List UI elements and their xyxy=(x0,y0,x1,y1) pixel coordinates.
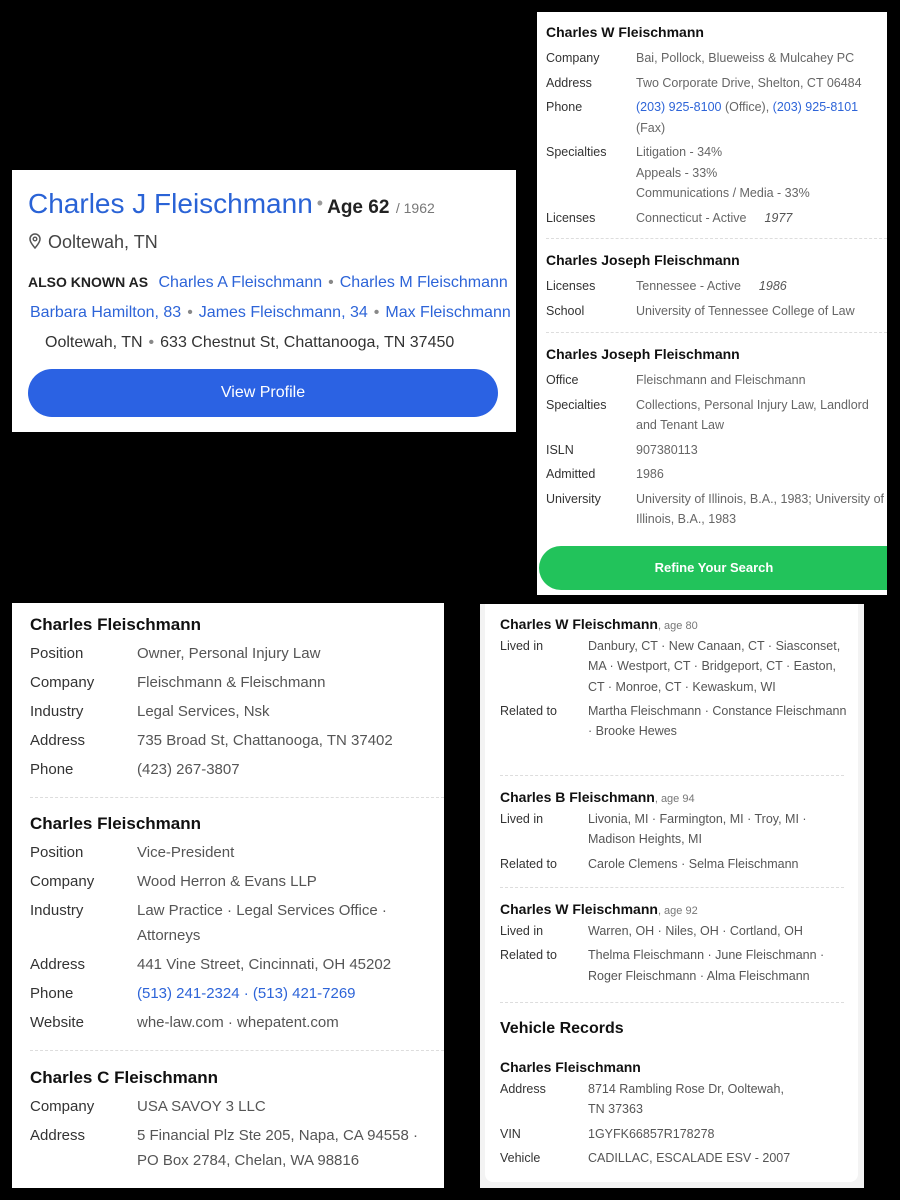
licenses-row xyxy=(546,208,887,229)
company-value: Bai, Pollock, Blueweiss & Mulcahey PC xyxy=(636,51,855,65)
divider xyxy=(30,797,444,798)
field-label: Address xyxy=(30,1127,86,1144)
relatives-row xyxy=(30,304,511,322)
specialties-row xyxy=(546,395,887,436)
field-label: Specialties xyxy=(546,145,607,159)
lived-in-value: Warren, OH · Niles, OH · Cortland, OH xyxy=(588,924,803,938)
license-year: 1986 xyxy=(758,279,787,293)
divider xyxy=(546,332,887,333)
field-label: Office xyxy=(546,373,579,387)
field-label: Position xyxy=(30,844,84,861)
vehicle-value: CADILLAC, ESCALADE ESV - 2007 xyxy=(588,1150,791,1165)
also-known-as-row xyxy=(28,274,508,292)
company-row xyxy=(30,1094,444,1119)
divider xyxy=(500,775,844,776)
refine-search-button[interactable]: Refine Your Search xyxy=(539,546,887,590)
admitted-row xyxy=(546,464,887,485)
licenses-value xyxy=(636,276,787,297)
field-label: School xyxy=(546,303,585,318)
school-value: University of Tennessee College of Law xyxy=(636,303,855,318)
field-label: Related to xyxy=(500,703,557,718)
address-value: 735 Broad St, Chattanooga, TN 37402 xyxy=(137,732,393,749)
field-label: Company xyxy=(546,51,600,65)
address-item: Ooltewah, TN xyxy=(45,334,143,351)
related-to-row xyxy=(500,945,850,986)
industry-row xyxy=(30,699,444,724)
address-value: 8714 Rambling Rose Dr, Ooltewah, TN 37363 xyxy=(588,1082,784,1117)
licenses-value xyxy=(636,208,792,229)
field-label: Licenses xyxy=(546,279,596,293)
person-record xyxy=(500,901,850,990)
divider xyxy=(500,1002,844,1003)
record-name: Charles C Fleischmann xyxy=(30,1068,219,1087)
isln-row xyxy=(546,440,887,461)
office-row xyxy=(546,370,887,391)
field-label: Related to xyxy=(500,856,557,871)
school-row xyxy=(546,301,887,322)
office-value: Fleischmann and Fleischmann xyxy=(636,373,806,387)
field-label: Address xyxy=(30,732,86,749)
record-name: Charles W Fleischmann xyxy=(546,24,704,40)
profile-birth-year: / 1962 xyxy=(395,200,435,216)
people-records-card xyxy=(485,604,858,1182)
profile-location xyxy=(28,232,158,253)
address-row xyxy=(45,334,454,352)
record-age: , age 80 xyxy=(657,620,698,632)
specialties-row xyxy=(546,142,887,204)
phone-row xyxy=(30,757,444,782)
position-value: Vice-President xyxy=(137,844,235,861)
company-row xyxy=(30,869,444,894)
position-value: Owner, Personal Injury Law xyxy=(137,645,321,662)
vehicle-record xyxy=(500,1059,850,1172)
attorney-record xyxy=(546,346,887,534)
phone-row xyxy=(546,97,887,138)
phone-separator: · xyxy=(239,985,253,1002)
specialty-item: Appeals - 33% xyxy=(636,165,718,180)
view-profile-button[interactable]: View Profile xyxy=(28,369,498,417)
separator-dot: • xyxy=(328,274,334,291)
lived-in-value: Danbury, CT · New Canaan, CT · Siasconset, MA · Westport, CT · Bridgeport, CT · Easton, CT · Monroe, CT · Kewaskum, WI xyxy=(588,639,841,694)
business-record xyxy=(30,615,444,786)
field-label: Phone xyxy=(546,100,583,114)
aka-label: ALSO KNOWN AS xyxy=(28,274,149,290)
field-label: Industry xyxy=(30,703,84,720)
person-record xyxy=(500,616,850,745)
field-label: Website xyxy=(30,1014,84,1031)
specialty-item: Litigation - 34% xyxy=(636,145,723,159)
phone-value xyxy=(636,97,887,138)
field-label: Address xyxy=(500,1082,546,1096)
phone-fax-suffix: (Fax) xyxy=(636,120,666,135)
specialties-value xyxy=(636,142,810,204)
lived-in-row xyxy=(500,921,850,941)
record-age: , age 92 xyxy=(657,905,698,917)
relative-link[interactable]: Max Fleischmann xyxy=(385,304,511,321)
licenses-row xyxy=(546,276,887,297)
divider xyxy=(546,238,887,239)
position-row xyxy=(30,840,444,865)
field-label: Address xyxy=(30,956,86,973)
address-row xyxy=(30,728,444,753)
relative-link[interactable]: Barbara Hamilton, 83 xyxy=(30,304,182,321)
business-record xyxy=(30,1068,444,1177)
field-label: VIN xyxy=(500,1126,521,1141)
profile-name-link[interactable]: Charles J Fleischmann xyxy=(28,188,313,219)
phone-office-suffix: (Office), xyxy=(721,100,773,114)
record-name: Charles Fleischmann xyxy=(30,615,202,634)
divider xyxy=(30,1050,444,1051)
divider xyxy=(500,887,844,888)
address-item: 633 Chestnut St, Chattanooga, TN 37450 xyxy=(160,334,455,351)
field-label: Industry xyxy=(30,902,84,919)
field-label: ISLN xyxy=(546,442,574,457)
record-name-row xyxy=(500,789,850,805)
field-label: Company xyxy=(30,1098,95,1115)
person-record xyxy=(500,789,850,878)
attorney-record xyxy=(546,252,887,325)
field-label: Admitted xyxy=(546,467,596,481)
field-label: Position xyxy=(30,645,84,662)
address-row xyxy=(500,1079,850,1120)
record-name: Charles Joseph Fleischmann xyxy=(546,252,740,268)
address-value: 441 Vine Street, Cincinnati, OH 45202 xyxy=(137,956,392,973)
business-records-panel xyxy=(12,603,444,1188)
related-to-value: Carole Clemens · Selma Fleischmann xyxy=(588,856,799,871)
field-label: Specialties xyxy=(546,397,607,412)
address-row xyxy=(30,1123,444,1173)
aka-link[interactable]: Charles M Fleischmann xyxy=(339,274,508,291)
field-label: Vehicle xyxy=(500,1150,541,1165)
phone-row xyxy=(30,981,444,1006)
lived-in-value: Livonia, MI · Farmington, MI · Troy, MI · Madison Heights, MI xyxy=(588,812,807,847)
admitted-value: 1986 xyxy=(636,467,664,481)
phone-office-link[interactable]: (203) 925-8100 xyxy=(636,100,722,114)
aka-link[interactable]: Charles A Fleischmann xyxy=(158,274,323,291)
address-value: 5 Financial Plz Ste 205, Napa, CA 94558 · PO Box 2784, Chelan, WA 98816 xyxy=(137,1127,419,1169)
related-to-value: Thelma Fleischmann · June Fleischmann · Roger Fleischmann · Alma Fleischmann xyxy=(588,948,825,983)
company-value: Wood Herron & Evans LLP xyxy=(137,873,317,890)
phone-value xyxy=(137,981,356,1006)
field-label: Lived in xyxy=(500,812,544,826)
company-row xyxy=(546,48,887,69)
profile-header xyxy=(28,188,435,220)
field-label: Lived in xyxy=(500,924,544,938)
position-row xyxy=(30,641,444,666)
record-name: Charles B Fleischmann xyxy=(500,789,655,805)
separator-dot: • xyxy=(316,193,324,213)
separator-dot: • xyxy=(187,304,193,321)
lived-in-row xyxy=(500,636,850,697)
related-to-row xyxy=(500,701,850,742)
field-label: Related to xyxy=(500,948,557,963)
related-to-value: Martha Fleischmann · Constance Fleischmann · Brooke Hewes xyxy=(588,703,847,739)
field-label: Phone xyxy=(30,761,74,778)
vehicle-row xyxy=(500,1148,850,1168)
record-name: Charles W Fleischmann xyxy=(500,616,658,632)
phone-link[interactable]: (423) 267-3807 xyxy=(137,761,240,778)
industry-value: Legal Services, Nsk xyxy=(137,703,270,720)
people-records-panel xyxy=(480,604,864,1188)
address-row xyxy=(546,73,887,94)
license-year: 1977 xyxy=(764,210,793,225)
license-text: Connecticut - Active xyxy=(636,210,747,225)
record-name-row xyxy=(500,901,850,917)
website-value: whe-law.com · whepatent.com xyxy=(137,1014,339,1031)
isln-value: 907380113 xyxy=(636,442,698,457)
business-record xyxy=(30,814,444,1039)
record-name: Charles W Fleischmann xyxy=(500,901,658,917)
separator-dot: • xyxy=(148,334,155,351)
phone-link[interactable]: (513) 421-7269 xyxy=(252,985,356,1002)
field-label: Lived in xyxy=(500,639,544,653)
record-name: Charles Fleischmann xyxy=(30,814,202,833)
record-name: Charles Joseph Fleischmann xyxy=(546,346,740,362)
address-value: Two Corporate Drive, Shelton, CT 06484 xyxy=(636,75,862,90)
field-label: Company xyxy=(30,873,95,890)
license-text: Tennessee - Active xyxy=(636,279,741,293)
industry-value: Law Practice · Legal Services Office · Attorneys xyxy=(137,902,387,944)
vin-row xyxy=(500,1124,850,1144)
university-value: University of Illinois, B.A., 1983; University of Illinois, B.A., 1983 xyxy=(636,491,885,526)
record-name: Charles Fleischmann xyxy=(500,1059,641,1075)
vehicle-records-title: Vehicle Records xyxy=(500,1020,624,1037)
attorney-record xyxy=(546,24,887,232)
specialty-item: Communications / Media - 33% xyxy=(636,186,810,200)
profile-card xyxy=(12,170,516,432)
location-text: Ooltewah, TN xyxy=(48,232,158,252)
company-row xyxy=(30,670,444,695)
record-name-row xyxy=(500,616,850,632)
website-row xyxy=(30,1010,444,1035)
vin-value: 1GYFK66857R178278 xyxy=(588,1126,715,1141)
industry-row xyxy=(30,898,444,948)
field-label: Company xyxy=(30,674,95,691)
field-label: Address xyxy=(546,75,592,90)
company-value: Fleischmann & Fleischmann xyxy=(137,674,326,691)
related-to-row xyxy=(500,854,850,874)
separator-dot: • xyxy=(373,304,380,321)
field-label: University xyxy=(546,491,601,506)
field-label: Phone xyxy=(30,985,74,1002)
university-row xyxy=(546,489,887,530)
phone-link[interactable]: (513) 241-2324 xyxy=(137,985,240,1002)
record-age: , age 94 xyxy=(654,793,695,805)
lived-in-row xyxy=(500,809,850,850)
specialties-value: Collections, Personal Injury Law, Landlord and Tenant Law xyxy=(636,397,869,432)
field-label: Licenses xyxy=(546,210,596,225)
address-row xyxy=(30,952,444,977)
relative-link[interactable]: James Fleischmann, 34 xyxy=(198,304,368,321)
location-pin-icon xyxy=(28,233,42,249)
company-value: USA SAVOY 3 LLC xyxy=(137,1098,266,1115)
profile-age: Age 62 xyxy=(327,197,390,218)
phone-fax-link[interactable]: (203) 925-8101 xyxy=(772,100,859,114)
attorney-records-panel xyxy=(537,12,887,595)
